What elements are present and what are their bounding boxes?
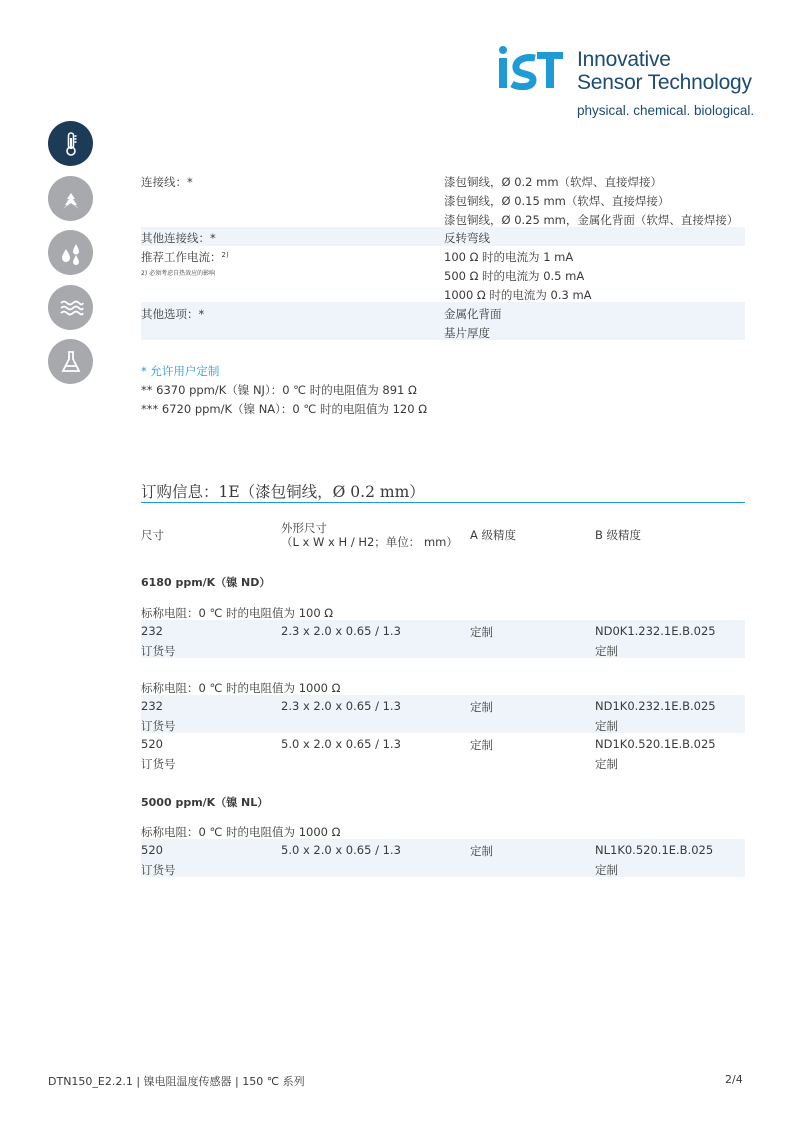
biochemical-flask-icon[interactable] <box>48 339 93 384</box>
spec-value: 100 Ω 时的电流为 1 mA <box>444 250 574 264</box>
footnote-custom: * 允许用户定制 <box>141 364 220 378</box>
section-divider <box>141 502 745 503</box>
order-dims: 2.3 x 2.0 x 0.65 / 1.3 <box>281 624 401 638</box>
order-grade-b-note: 定制 <box>595 863 618 877</box>
spec-label-other-options: 其他选项：* <box>141 307 205 321</box>
spec-row-shade <box>141 302 745 340</box>
order-grade-a: 定制 <box>470 738 493 752</box>
flow-icon[interactable] <box>48 176 93 221</box>
spec-value: 漆包铜线，Ø 0.15 mm（软焊、直接焊接） <box>444 194 670 208</box>
col-header-grade-a: A 级精度 <box>470 528 517 542</box>
order-grade-b-note: 定制 <box>595 719 618 733</box>
footnote-marker: 2) <box>221 251 229 259</box>
logo-line-1: Innovative <box>577 48 671 71</box>
spec-label-current-text: 推荐工作电流： <box>141 250 222 264</box>
order-number-label: 订货号 <box>141 863 176 877</box>
order-number-label: 订货号 <box>141 757 176 771</box>
order-grade-a: 定制 <box>470 625 493 639</box>
ist-logo <box>497 44 757 124</box>
spec-value: 基片厚度 <box>444 326 490 340</box>
group-heading-nd: 6180 ppm/K（镍 ND） <box>141 576 271 589</box>
order-grade-b-note: 定制 <box>595 757 618 771</box>
order-code-b: ND1K0.520.1E.B.025 <box>595 737 716 751</box>
order-size: 232 <box>141 699 163 713</box>
spec-note: 2) 必须考虑自热效应的影响 <box>141 270 216 277</box>
spec-value: 1000 Ω 时的电流为 0.3 mA <box>444 288 592 302</box>
order-dims: 5.0 x 2.0 x 0.65 / 1.3 <box>281 843 401 857</box>
order-dims: 2.3 x 2.0 x 0.65 / 1.3 <box>281 699 401 713</box>
nominal-resistance: 标称电阻：0 ℃ 时的电阻值为 100 Ω <box>141 606 334 620</box>
group-heading-nl: 5000 ppm/K（镍 NL） <box>141 796 269 809</box>
order-code-b: NL1K0.520.1E.B.025 <box>595 843 714 857</box>
humidity-icon[interactable] <box>48 230 93 275</box>
spec-row-shade <box>141 227 745 246</box>
footnote-na: *** 6720 ppm/K（镍 NA）：0 ℃ 时的电阻值为 120 Ω <box>141 402 428 416</box>
nominal-resistance: 标称电阻：0 ℃ 时的电阻值为 1000 Ω <box>141 825 341 839</box>
logo-tagline: physical. chemical. biological. <box>577 103 755 118</box>
order-dims: 5.0 x 2.0 x 0.65 / 1.3 <box>281 737 401 751</box>
col-header-dims-units: （L x W x H / H2；单位： mm） <box>281 535 458 549</box>
spec-value: 500 Ω 时的电流为 0.5 mA <box>444 269 585 283</box>
order-size: 232 <box>141 624 163 638</box>
spec-value: 漆包铜线，Ø 0.25 mm，金属化背面（软焊、直接焊接） <box>444 213 739 227</box>
order-number-label: 订货号 <box>141 644 176 658</box>
order-grade-a: 定制 <box>470 700 493 714</box>
order-grade-b-note: 定制 <box>595 644 618 658</box>
section-title: 订购信息：1E（漆包铜线，Ø 0.2 mm） <box>141 483 425 501</box>
spec-label-connection: 连接线：* <box>141 175 193 189</box>
nominal-resistance: 标称电阻：0 ℃ 时的电阻值为 1000 Ω <box>141 681 341 695</box>
footer-page-number: 2/4 <box>725 1073 743 1086</box>
order-code-b: ND0K1.232.1E.B.025 <box>595 624 716 638</box>
spec-value: 金属化背面 <box>444 307 502 321</box>
ist-logo-mark <box>497 44 567 94</box>
col-header-grade-b: B 级精度 <box>595 528 642 542</box>
order-number-label: 订货号 <box>141 719 176 733</box>
spec-value: 漆包铜线，Ø 0.2 mm（软焊、直接焊接） <box>444 175 663 189</box>
col-header-dims: 外形尺寸 <box>281 521 327 535</box>
col-header-size: 尺寸 <box>141 528 164 542</box>
spec-label-other-connection: 其他连接线：* <box>141 231 216 245</box>
order-size: 520 <box>141 737 163 751</box>
order-grade-a: 定制 <box>470 844 493 858</box>
thermometer-icon[interactable] <box>48 121 93 166</box>
order-code-b: ND1K0.232.1E.B.025 <box>595 699 716 713</box>
footer-doc-info: DTN150_E2.2.1 | 镍电阻温度传感器 | 150 ℃ 系列 <box>48 1075 305 1088</box>
spec-value: 反转弯线 <box>444 231 490 245</box>
spec-label-current <box>141 249 229 265</box>
logo-line-2: Sensor Technology <box>577 71 752 94</box>
footnote-nj: ** 6370 ppm/K（镍 NJ）：0 ℃ 时的电阻值为 891 Ω <box>141 383 417 397</box>
liquid-icon[interactable] <box>48 285 93 330</box>
order-size: 520 <box>141 843 163 857</box>
